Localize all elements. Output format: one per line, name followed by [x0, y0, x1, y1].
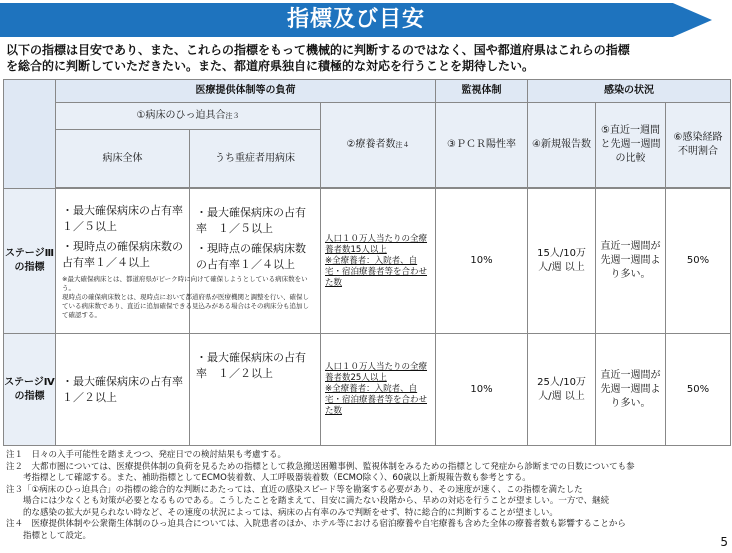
bed-note-line: 現時点の確保病床数とは、現時点において都道府県が医療機関と調整を行い、確保している病床数であり、直近に追加確保できる見込みがある場合はその病床分も追加して確認する。: [62, 292, 309, 319]
group-header-medical: 医療提供体制等の負荷: [56, 80, 436, 103]
header-patients: [321, 103, 436, 188]
group-header-monitoring: 監視体制: [436, 80, 528, 103]
header-pcr: ③ＰＣＲ陽性率: [436, 103, 528, 188]
stage4-weekly-compare: 直近一週間が先週一週間より多い。: [596, 334, 666, 446]
stage3-unknown-route: 50%: [666, 189, 731, 334]
stage4-patients-line: 人口１０万人当たりの全療養者数25人以上: [325, 362, 428, 383]
corner-cell: [4, 80, 56, 189]
footnote-line: 指標として設定。: [6, 530, 92, 541]
stage3-pcr: 10%: [436, 189, 528, 334]
footnote-line: 注４ 医療提供体制や公衆衛生体制のひっ迫具合については、入院患者のほか、ホテル等における宿泊療養や自宅療養も含めた全体の療養者数も影響することから: [6, 519, 626, 529]
indicator-table: [3, 79, 731, 446]
stage3-severe-line: ・現時点の確保病床数の占有率１／４以上: [196, 242, 306, 271]
group-header-infection: 感染の状況: [528, 80, 731, 103]
footnote-line: 注１ 日々の入手可能性を踏まえつつ、発症日での検討結果も考慮する。: [6, 450, 286, 460]
intro-line: を総合的に判断していただきたい。また、都道府県独自に積極的な対応を行うことを期待したい。: [6, 59, 535, 73]
footnotes: [6, 450, 728, 542]
stage4-severe-line: ・最大確保病床の占有率 １／２以上: [196, 351, 306, 380]
stage4-label: ステージⅣの指標: [4, 334, 56, 446]
header-bed-pressure: [56, 103, 321, 130]
stage4-severe-beds: [190, 334, 321, 446]
stage3-all-beds-line: ・最大確保病床の占有率 １／５以上: [62, 203, 194, 233]
stage3-all-beds-line: ・現時点の確保病床数の占有率１／４以上: [62, 239, 183, 269]
intro-text: [6, 42, 728, 74]
header-unknown-route: ⑥感染経路不明割合: [666, 103, 731, 188]
header-new-cases: ④新規報告数: [528, 103, 596, 188]
bed-pressure-note: 注３: [225, 112, 240, 120]
stage4-all-beds: [56, 334, 194, 446]
stage3-new-cases: 15人/10万人/週 以上: [528, 189, 596, 334]
patients-note: 注４: [395, 141, 410, 149]
page-title: 指標及び目安: [286, 7, 425, 32]
footnote-line: 注３「①病床のひっ迫具合」の指標の総合的な判断にあたっては、直近の感染スピード等を勘案する必要があり、その速度が速く、この指標を満たした: [6, 484, 583, 495]
header-all-beds: 病床全体: [56, 130, 190, 188]
header-severe-beds: うち重症者用病床: [190, 130, 321, 188]
table-row: [4, 189, 731, 334]
stage3-severe-line: ・最大確保病床の占有率 １／５以上: [196, 206, 306, 235]
header-weekly-compare: ⑤直近一週間と先週一週間の比較: [596, 103, 666, 188]
stage3-patients-line: 人口１０万人当たりの全療養者数15人以上: [325, 233, 428, 255]
stage4-new-cases: 25人/10万人/週 以上: [528, 334, 596, 446]
intro-line: 以下の指標は目安であり、また、これらの指標をもって機械的に判断するのではなく、国や都道府県はこれらの指標: [6, 43, 630, 57]
patients-label: ②療養者数: [346, 139, 396, 150]
stage4-patients: [321, 334, 436, 446]
bed-note-line: ※最大確保病床とは、都道府県がピーク時に向けて確保しようとしている病床数をいう。: [62, 274, 308, 292]
footnote-line: 場合には少なくとも対策が必要となるものである。こうしたことを踏まえて、目安に満たない段階から、早めの対応を行うことが望ましい。一方で、継続: [6, 496, 610, 506]
stage4-all-beds-line: ・最大確保病床の占有率 １／２以上: [62, 374, 194, 404]
stage3-bed-note: [56, 275, 318, 320]
stage3-label: ステージⅢの指標: [4, 189, 56, 334]
stage4-pcr: 10%: [436, 334, 528, 446]
stage3-all-beds: [56, 189, 309, 334]
stage4-patients-line: ※全療養者：入院者、自宅・宿泊療養者等を合わせた数: [325, 384, 428, 416]
page-number: 5: [720, 535, 728, 549]
stage3-weekly-compare: 直近一週間が先週一週間より多い。: [596, 189, 666, 334]
stage3-patients: [321, 189, 436, 334]
footnote-line: 注２ 大都市圏については、医療提供体制の負荷を見るための指標として救急搬送困難事例、監視体制をみるための指標として発症から診断までの日数についても参: [6, 461, 635, 472]
stage4-unknown-route: 50%: [666, 334, 731, 446]
footnote-line: 考指標として確認する。また、補助指標としてECMO装着数、人工呼吸器装着数（ECMO除く）、60歳以上新規報告数も参考とする。: [6, 473, 531, 483]
bed-pressure-label: ①病床のひっ迫具合: [136, 110, 226, 121]
stage3-patients-line: ※全療養者：入院者、自宅・宿泊療養者等を合わせた数: [325, 255, 428, 288]
footnote-line: 的な感染の拡大が見られない時など、その速度の状況によっては、病床の占有率のみで判断をせず、特に総合的に判断することが望ましい。: [6, 507, 558, 518]
table-row: [4, 334, 731, 446]
